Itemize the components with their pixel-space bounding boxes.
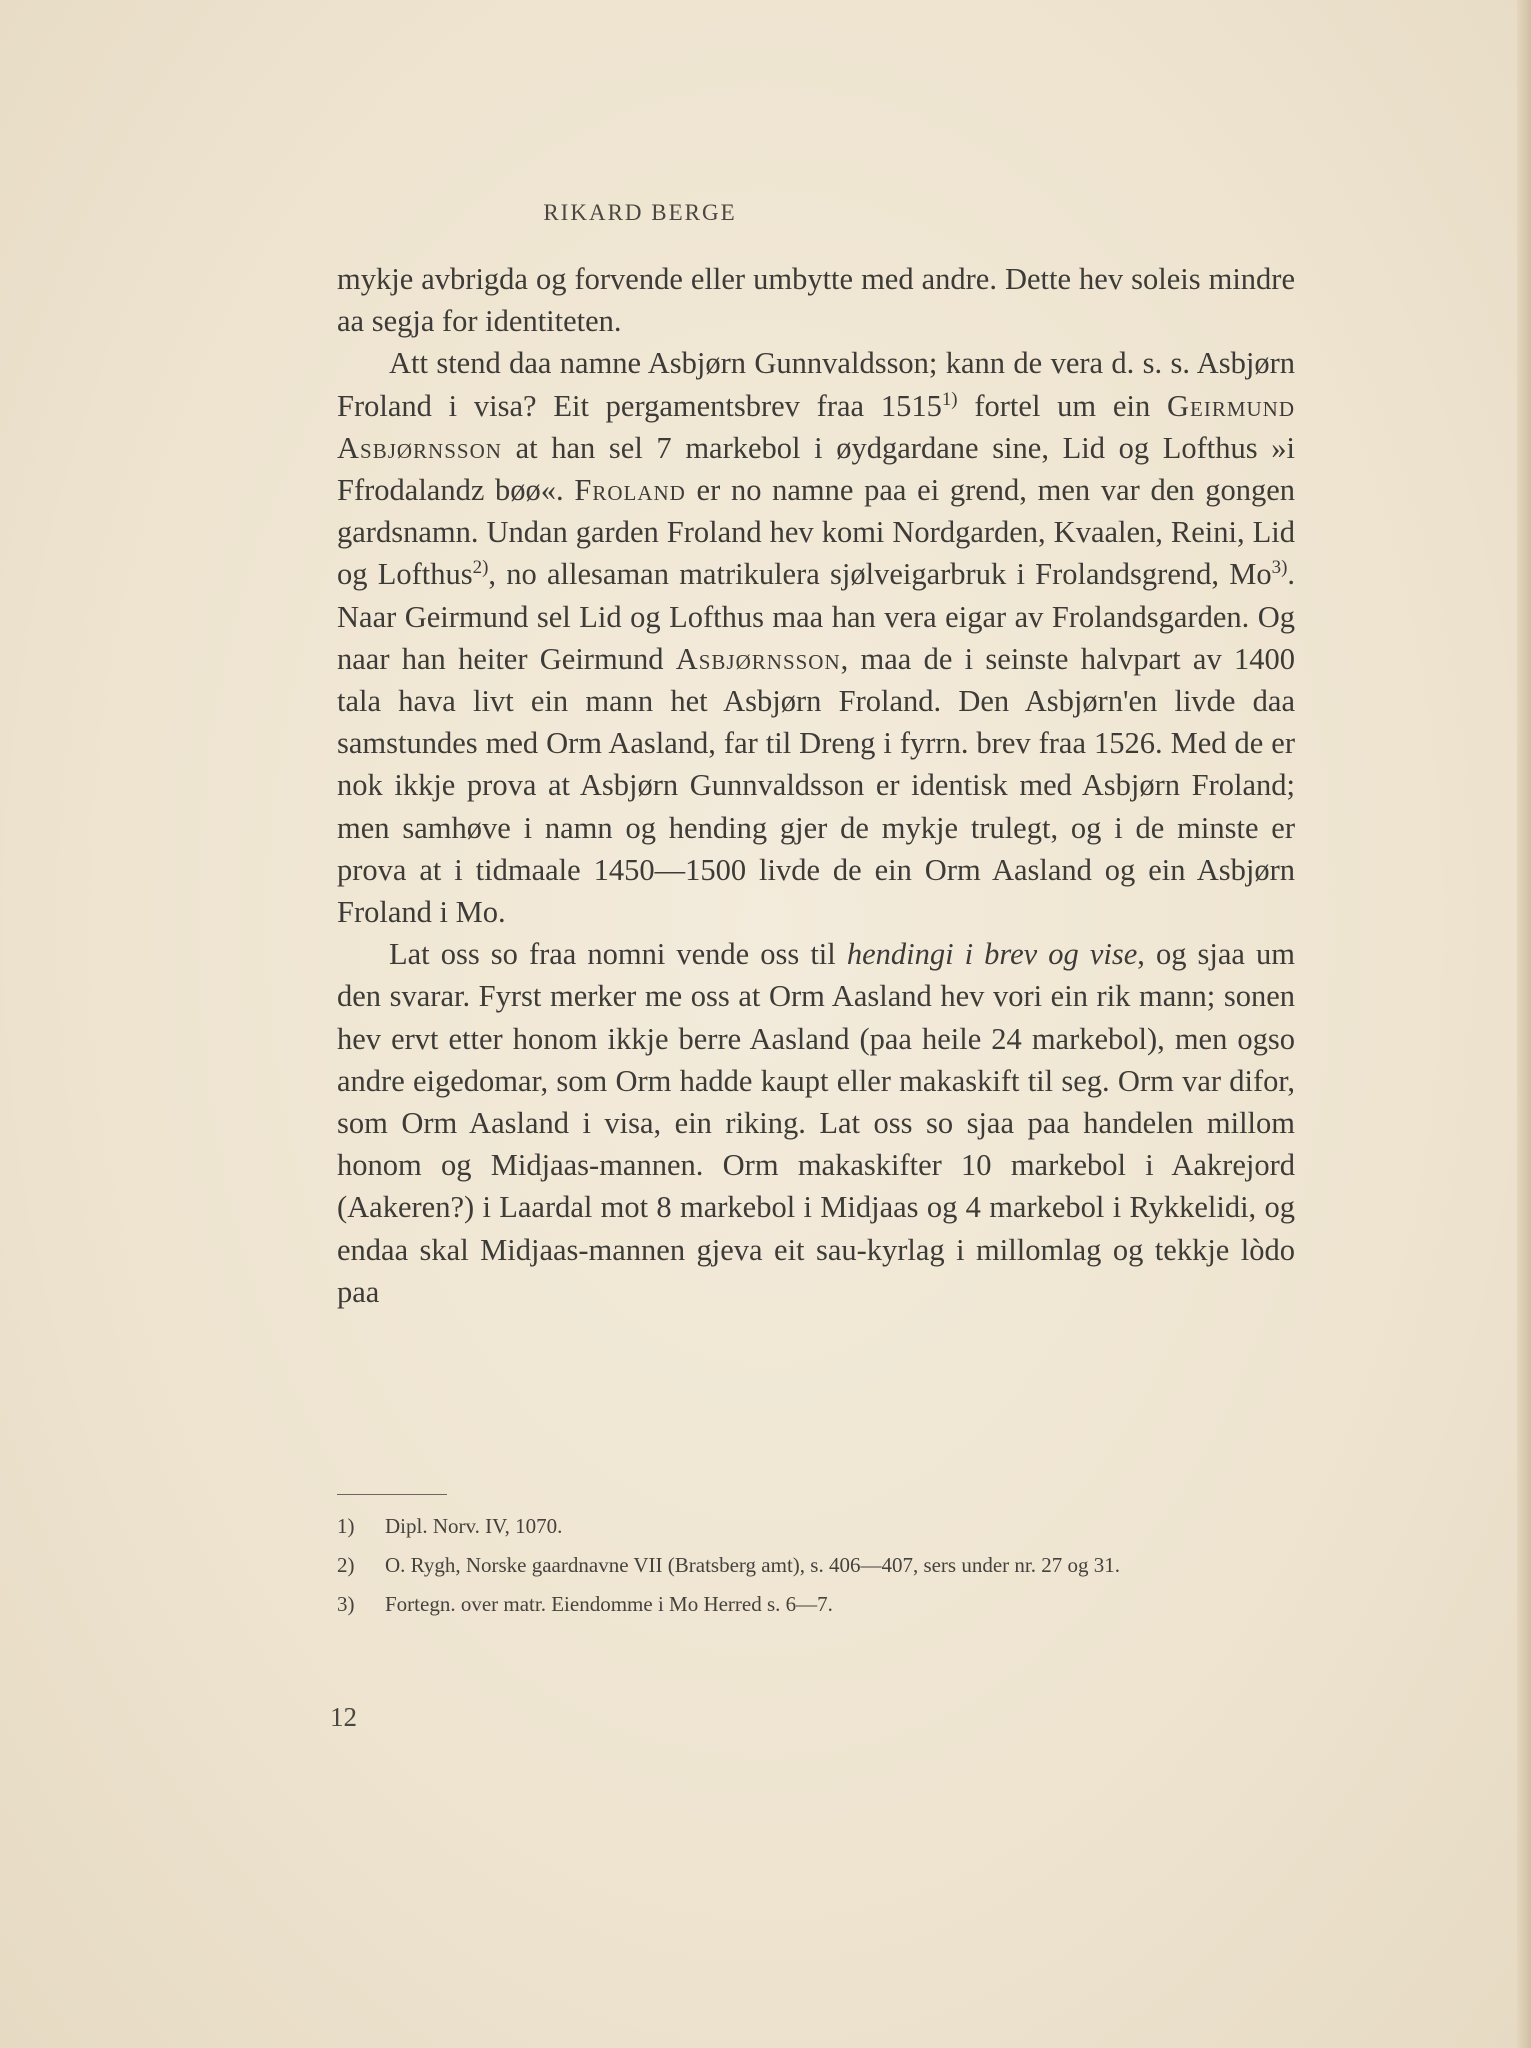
footnote-mark: 3) bbox=[337, 1592, 355, 1616]
paragraph-1-text: mykje avbrigda og forvende eller umbytte med andre. Dette hev soleis mindre aa segja for identiteten. bbox=[337, 262, 1295, 339]
running-header: RIKARD BERGE bbox=[543, 200, 737, 225]
name-small-caps: Geirmund Asbjørnsson bbox=[337, 388, 1295, 465]
footnote-ref-2: 2) bbox=[472, 557, 489, 579]
footnote-text: Dipl. Norv. IV, 1070. bbox=[385, 1514, 563, 1538]
text-run: . Naar Geirmund sel Lid og Lofthus maa han vera eigar av Frolandsgarden. Og naar han heiter Geirmund bbox=[337, 557, 1295, 676]
footnote bbox=[337, 1588, 1287, 1620]
name-small-caps: Asbjørnsson bbox=[675, 641, 841, 676]
footnote-divider bbox=[337, 1494, 447, 1495]
text-run: fortel um ein bbox=[957, 388, 1167, 423]
paragraph-1 bbox=[337, 258, 1295, 342]
page-number: 12 bbox=[330, 1702, 357, 1732]
text-run: , maa de i seinste halvpart av 1400 tala hava livt ein mann het Asbjørn Froland. Den Asbjørn'en livde daa samstundes med Orm Aasland, far til Dreng i fyrrn. brev fraa 1526. Med de er nok ikkje prova at Asbjørn Gunnvaldsson er identisk med Asbjørn Froland; men samhøve i namn og hending gjer de mykje trulegt, og i de minste er prova at i tidmaale 1450—1500 livde de ein Orm Aasland og ein Asbjørn Froland i Mo. bbox=[337, 641, 1295, 930]
italic-phrase: hendingi i brev og vise bbox=[846, 937, 1138, 972]
footnote-text: Fortegn. over matr. Eiendomme i Mo Herred s. 6—7. bbox=[385, 1592, 833, 1616]
text-run: Lat oss so fraa nomni vende oss til bbox=[389, 937, 847, 972]
main-text bbox=[337, 258, 1295, 1313]
text-run: at han sel 7 markebol i øydgardane sine, Lid og Lofthus »i Ffrodalandz bøø«. bbox=[337, 430, 1295, 508]
footnote bbox=[337, 1510, 1287, 1542]
footnote-ref-3: 3) bbox=[1271, 557, 1288, 579]
name-small-caps: Froland bbox=[574, 473, 686, 508]
footnote-ref-1: 1) bbox=[941, 388, 958, 410]
text-run: , no allesaman matrikulera sjølveigarbruk i Frolandsgrend, Mo bbox=[488, 557, 1272, 592]
paragraph-3 bbox=[337, 933, 1295, 1313]
footnote bbox=[337, 1549, 1287, 1581]
text-run: er no namne paa ei grend, men var den gongen gardsnamn. Undan garden Froland hev komi Nordgarden, Kvaalen, Reini, Lid og Lofthus bbox=[337, 473, 1295, 592]
page-edge-shadow bbox=[1517, 0, 1531, 2048]
text-run: Att stend daa namne Asbjørn Gunnvaldsson; kann de vera d. s. s. Asbjørn Froland i visa? Eit pergamentsbrev fraa 1515 bbox=[337, 346, 1295, 423]
paragraph-2 bbox=[337, 342, 1295, 933]
text-run: , og sjaa um den svarar. Fyrst merker me oss at Orm Aasland hev vori ein rik mann; sonen hev ervt etter honom ikkje berre Aasland (paa heile 24 markebol), men ogso andre eigedomar, som Orm hadde kaupt eller makaskift til seg. Orm var difor, som Orm Aasland i visa, ein riking. Lat oss so sjaa paa handelen millom honom og Midjaas-mannen. Orm makaskifter 10 markebol i Aakrejord (Aakeren?) i Laardal mot 8 markebol i Midjaas og 4 markebol i Rykkelidi, og endaa skal Midjaas-mannen gjeva eit sau-kyrlag i millomlag og tekkje lòdo paa bbox=[337, 937, 1295, 1309]
footnote-text: O. Rygh, Norske gaardnavne VII (Bratsberg amt), s. 406—407, sers under nr. 27 og 31. bbox=[385, 1553, 1120, 1577]
footnotes bbox=[337, 1510, 1287, 1627]
footnote-mark: 2) bbox=[337, 1553, 355, 1577]
footnote-mark: 1) bbox=[337, 1514, 355, 1538]
